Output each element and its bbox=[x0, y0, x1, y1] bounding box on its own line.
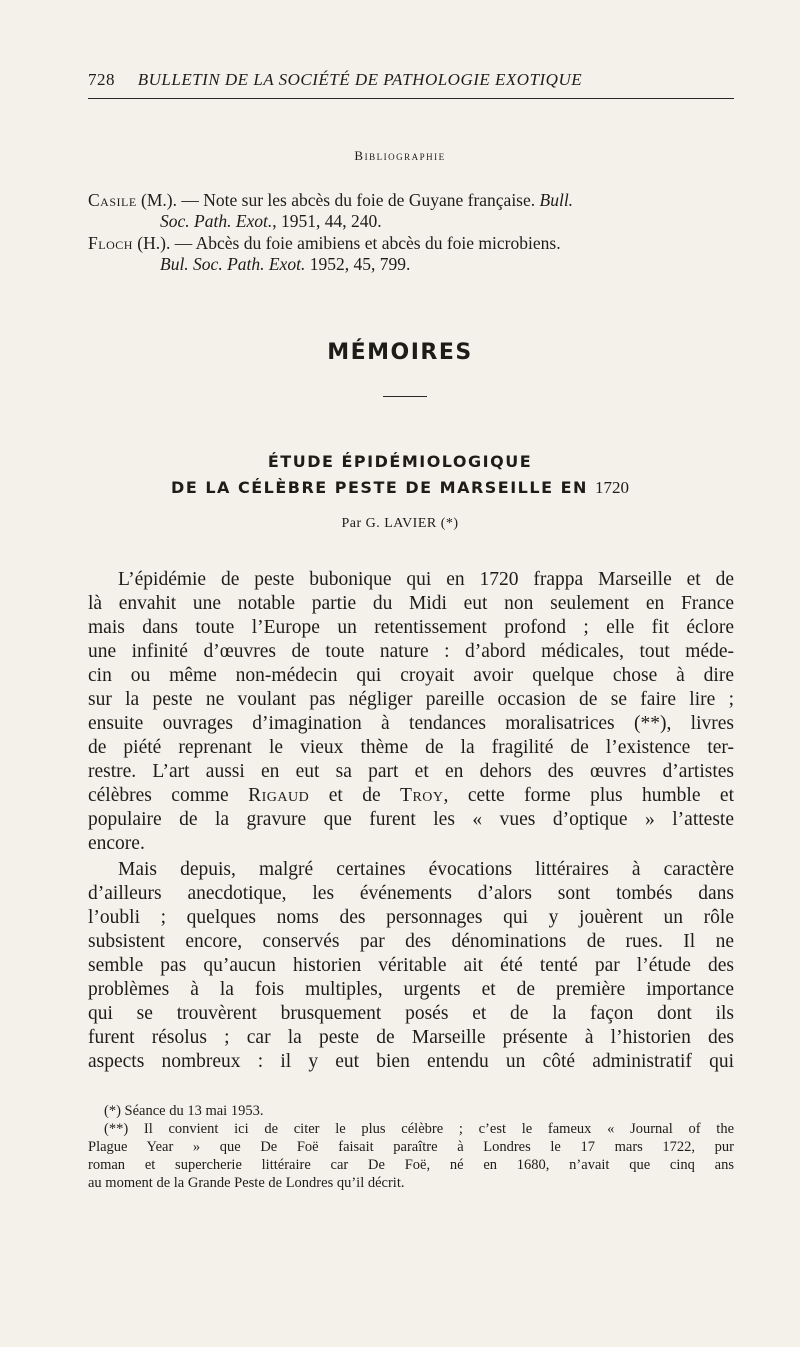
body-line: restre. L’art aussi en eut sa part et en dehors des œuvres d’artistes bbox=[88, 761, 734, 782]
body-line: aspects nombreux : il y eut bien entendu un côté administratif qui bbox=[88, 1051, 734, 1072]
article-title-line-1: ÉTUDE ÉPIDÉMIOLOGIQUE bbox=[267, 452, 533, 471]
body-line: là envahit une notable partie du Midi eut non seulement en France bbox=[88, 593, 734, 614]
section-title: MÉMOIRES bbox=[327, 340, 473, 365]
ref-text: (M.). — Note sur les abcès du foie de Guyane française. bbox=[136, 190, 540, 210]
bibliography-ref-1 bbox=[88, 190, 738, 232]
bibliography-ref-2 bbox=[88, 233, 738, 275]
page-number: 728 bbox=[88, 70, 115, 89]
author-name: Rigaud bbox=[248, 785, 310, 806]
ref-journal: Bull. bbox=[539, 190, 574, 210]
ref-text: (H.). — Abcès du foie amibiens et abcès du foie microbiens. bbox=[132, 233, 561, 253]
footnote-line: roman et supercherie littéraire car De Foë, né en 1680, n’avait que cinq ans bbox=[88, 1157, 734, 1173]
body-line: ensuite ouvrages d’imagination à tendances moralisatrices (**), livres bbox=[88, 713, 734, 734]
body-line: L’épidémie de peste bubonique qui en 1720 frappa Marseille et de bbox=[118, 569, 734, 590]
body-line: célèbres comme Rigaud et de Troy, cette forme plus humble et bbox=[88, 785, 735, 806]
ref-author: Floch bbox=[88, 233, 133, 253]
body-line: encore. bbox=[88, 833, 145, 854]
ref-text: , 1951, 44, 240. bbox=[272, 211, 382, 231]
header-rule bbox=[88, 98, 734, 99]
footnote-line: (*) Séance du 13 mai 1953. bbox=[104, 1103, 264, 1119]
body-line: l’oubli ; quelques noms des personnages qui y jouèrent un rôle bbox=[88, 907, 734, 928]
article-title-line-2 bbox=[0, 478, 800, 498]
author-name: Troy bbox=[400, 785, 444, 806]
body-line: mais dans toute l’Europe un retentissement profond ; elle fit éclore bbox=[88, 617, 734, 638]
body-line: subsistent encore, conservés par des dénominations de rues. Il ne bbox=[88, 931, 734, 952]
body-line: problèmes à la fois multiples, urgents et de première importance bbox=[88, 979, 734, 1000]
footnote-line: au moment de la Grande Peste de Londres qu’il décrit. bbox=[88, 1175, 405, 1191]
footnote-line: Plague Year » que De Foë faisait paraître à Londres le 17 mars 1722, pur bbox=[88, 1139, 734, 1155]
ref-journal: Bul. Soc. Path. Exot. bbox=[160, 254, 306, 274]
body-line: cin ou même non-médecin qui croyait avoir quelque chose à dire bbox=[88, 665, 734, 686]
body-line: de piété reprenant le vieux thème de la fragilité de l’existence ter- bbox=[88, 737, 734, 758]
body-line: furent résolus ; car la peste de Marseille présente à l’historien des bbox=[88, 1027, 734, 1048]
journal-title: BULLETIN DE LA SOCIÉTÉ DE PATHOLOGIE EXOTIQUE bbox=[137, 70, 583, 89]
ref-author: Casile bbox=[88, 190, 137, 210]
article-title-year: 1720 bbox=[594, 478, 629, 497]
article-byline: Par G. LAVIER (*) bbox=[341, 516, 459, 531]
ref-journal: Soc. Path. Exot. bbox=[160, 211, 273, 231]
body-line: une infinité d’œuvres de toute nature : d’abord médicales, tout méde- bbox=[88, 641, 734, 662]
body-line: qui se trouvèrent brusquement posés et de la façon dont ils bbox=[88, 1003, 734, 1024]
body-line: semble pas qu’aucun historien véritable ait été tenté par l’étude des bbox=[88, 955, 734, 976]
body-line: sur la peste ne voulant pas négliger pareille occasion de se faire lire ; bbox=[88, 689, 734, 710]
body-line: populaire de la gravure que furent les « vues d’optique » l’atteste bbox=[88, 809, 734, 830]
bibliography-title: Bibliographie bbox=[354, 148, 446, 163]
article-title-text: DE LA CÉLÈBRE PESTE DE MARSEILLE EN bbox=[171, 478, 588, 497]
ref-text: 1952, 45, 799. bbox=[305, 254, 411, 274]
section-rule bbox=[383, 396, 427, 397]
body-line: d’ailleurs anecdotique, les événements d’alors sont tombés dans bbox=[88, 883, 734, 904]
body-line: Mais depuis, malgré certaines évocations littéraires à caractère bbox=[118, 859, 734, 880]
running-head bbox=[88, 70, 728, 90]
footnote-line: (**) Il convient ici de citer le plus célèbre ; c’est le fameux « Journal of the bbox=[104, 1121, 734, 1137]
